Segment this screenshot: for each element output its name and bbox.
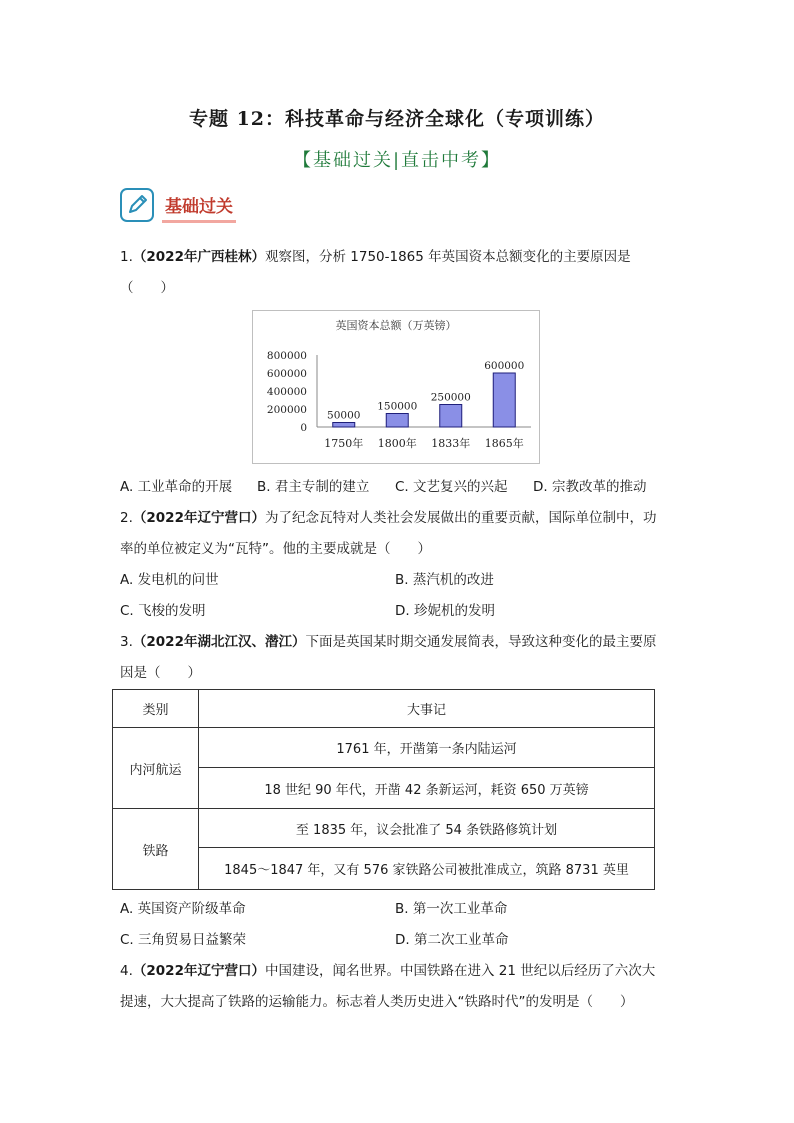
question-1-stem [120,247,631,267]
table-row [113,809,655,848]
question-number: 4. [120,963,133,979]
y-tick-label: 400000 [266,386,307,398]
bar-value-label: 50000 [327,409,361,422]
section-badge [120,186,250,226]
question-4-stem-cont: 提速，大大提高了铁路的运输能力。标志着人类历史进入“铁路时代”的发明是（ ） [120,994,634,1010]
bar [333,423,355,428]
question-2-option-c: C. 飞梭的发明 [120,603,206,619]
question-3-option-c: C. 三角贸易日益繁荣 [120,932,247,948]
question-text: 中国建设，闻名世界。中国铁路在进入 21 世纪以后经历了六次大 [264,963,656,979]
answer-blank: （ ） [120,280,174,296]
question-1-option-a: A. 工业革命的开展 [120,479,233,495]
table-header-events: 大事记 [199,690,655,728]
question-text: 为了纪念瓦特对人类社会发展做出的重要贡献，国际单位制中，功 [264,510,657,526]
table-cell-event: 1845～1847 年，又有 576 家铁路公司被批准成立，筑路 8731 英里 [199,848,655,890]
y-tick-label: 0 [300,422,307,434]
x-tick-label: 1800年 [377,437,417,450]
question-3-option-a: A. 英国资产阶级革命 [120,901,246,917]
question-3-option-d: D. 第二次工业革命 [395,932,509,948]
question-number: 3. [120,634,133,650]
section-badge-label: 基础过关 [162,192,236,223]
bar [386,414,408,428]
question-source: （2022年广西桂林） [132,249,265,265]
bar-value-label: 600000 [484,360,525,372]
question-2-stem [120,508,656,528]
bar [440,405,462,428]
table-cell-event: 至 1835 年，议会批准了 54 条铁路修筑计划 [199,809,655,848]
table-header-row [113,690,655,728]
question-text: 观察图，分析 1750-1865 年英国资本总额变化的主要原因是 [264,249,631,265]
x-tick-label: 1750年 [324,437,364,450]
transport-events-table [112,689,655,890]
question-3-stem-cont: 因是（ ） [120,665,201,681]
capital-bar-chart [252,310,540,464]
chart-title: 英国资本总额（万英镑） [335,319,457,332]
chart-canvas [253,311,539,463]
question-3-option-b: B. 第一次工业革命 [395,901,508,917]
bar [493,373,515,427]
question-2-option-b: B. 蒸汽机的改进 [395,572,494,588]
x-tick-label: 1865年 [484,437,524,450]
page-title: 专题 12：科技革命与经济全球化（专项训练） [188,108,606,130]
question-4-stem [120,961,655,981]
table-cell-category: 内河航运 [113,728,199,809]
question-1-option-d: D. 宗教改革的推动 [533,479,647,495]
question-source: （2022年湖北江汉、潜江） [132,634,306,650]
pencil-icon [120,188,154,222]
y-tick-label: 800000 [266,350,307,362]
table-cell-event: 18 世纪 90 年代，开凿 42 条新运河，耗资 650 万英镑 [199,768,655,809]
bar-value-label: 250000 [430,391,471,404]
question-source: （2022年辽宁营口） [132,963,265,979]
question-source: （2022年辽宁营口） [132,510,265,526]
question-1-option-b: B. 君主专制的建立 [257,479,370,495]
question-2-stem-cont: 率的单位被定义为“瓦特”。他的主要成就是（ ） [120,541,431,557]
question-2-option-a: A. 发电机的问世 [120,572,219,588]
bar-value-label: 150000 [377,400,418,413]
question-3-stem [120,632,656,652]
page-subtitle: 【基础过关|直击中考】 [292,150,502,171]
x-tick-label: 1833年 [431,437,471,450]
question-2-option-d: D. 珍妮机的发明 [395,603,495,619]
table-row [113,728,655,768]
table-cell-event: 1761 年，开凿第一条内陆运河 [199,728,655,768]
question-text: 下面是英国某时期交通发展简表，导致这种变化的最主要原 [305,634,657,650]
question-number: 1. [120,249,133,265]
question-number: 2. [120,510,133,526]
table-cell-category: 铁路 [113,809,199,890]
question-1-option-c: C. 文艺复兴的兴起 [395,479,508,495]
table-header-category: 类别 [113,690,199,728]
y-tick-label: 200000 [266,404,307,416]
y-tick-label: 600000 [266,368,307,380]
